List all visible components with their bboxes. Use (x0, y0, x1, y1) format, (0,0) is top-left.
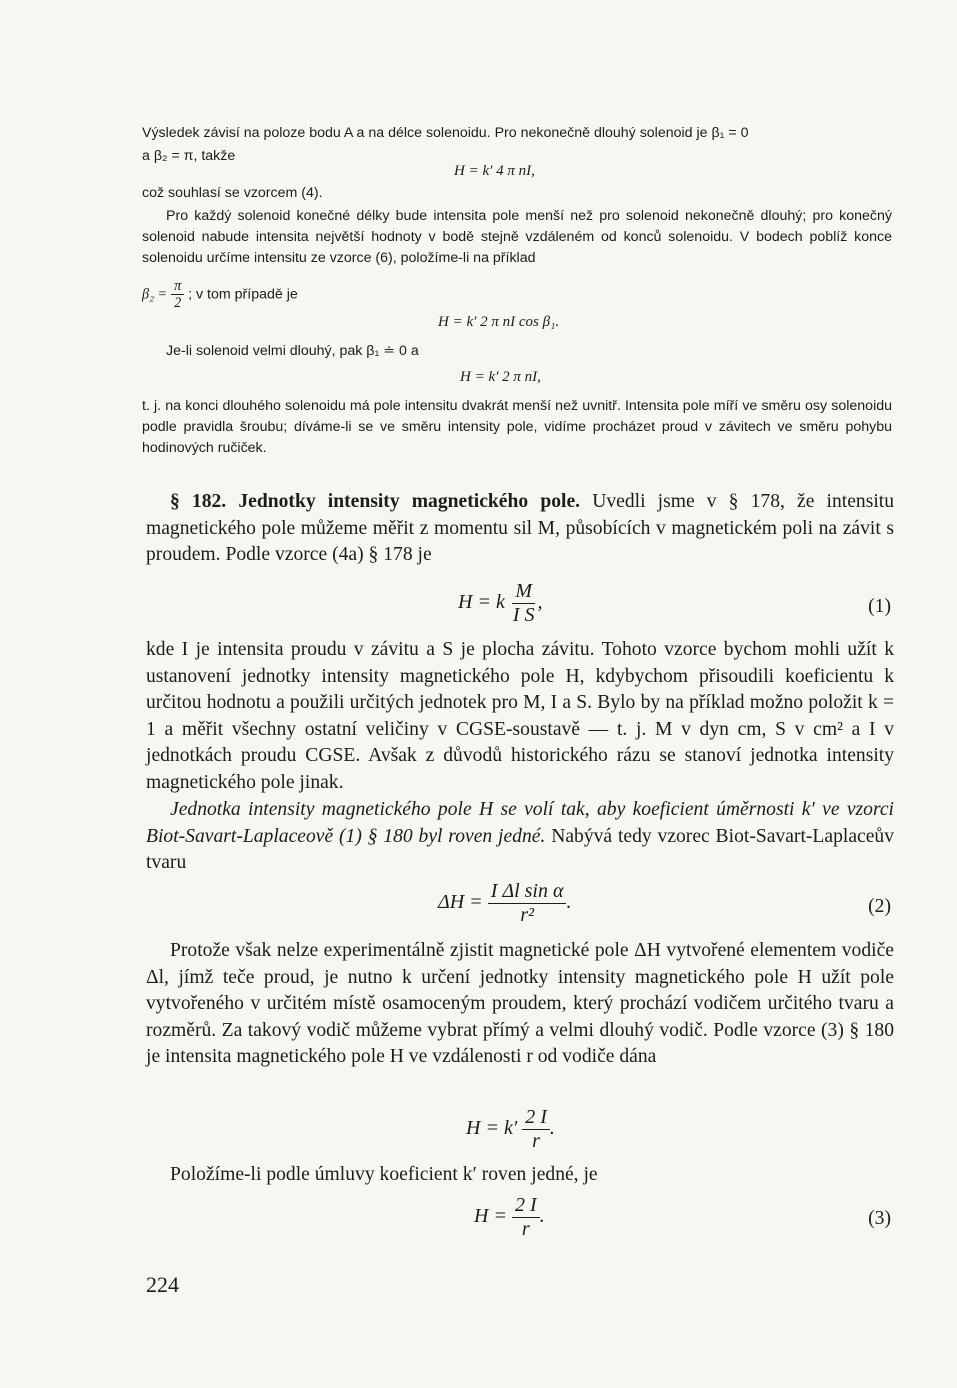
formula-3-denominator: r (532, 1130, 540, 1152)
paragraph-biot-savart-rest: Nabývá tedy vzorec Biot-Savart-Laplaceův tvaru (146, 825, 895, 873)
small-paragraph-4: t. j. na konci dlouhého solenoidu má pole intensitu dvakrát menší než uvnitř. Intensita pole míří ve směru osy solenoidu podle pravidla šroubu; díváme-li se ve směru intensity pole, vidíme procházet proud v závitech ve směru pohybu hodinových ručiček. (142, 398, 892, 456)
section-title: Jednotky intensity magnetického pole. (238, 491, 581, 512)
small-line-3: což souhlasí se vzorcem (4). (142, 185, 323, 201)
formula-2-denominator: r² (520, 904, 534, 926)
formula-3-numerator: 2 I (522, 1106, 550, 1130)
formula-4-denominator: r (521, 1218, 530, 1240)
formula-4-fraction (512, 1194, 540, 1241)
formula-2 (438, 880, 571, 927)
paragraph-biot-savart (146, 797, 894, 877)
equation-h-4pi: H = k′ 4 π nI, (454, 163, 535, 179)
formula-3-tail: . (549, 1117, 555, 1140)
formula-2-lhs: ΔH = (438, 891, 483, 914)
beta2-fraction (171, 278, 184, 312)
formula-1-lhs: H = k (458, 591, 505, 614)
paragraph-unit-definition: kde I je intensita proudu v závitu a S je plocha závitu. Tohoto vzorce bychom mohli užít k ustanovení jednotky intensity magnetického pole H, kdybychom přisoudili koeficientu k určitou hodnotu a použili určitých jednotek pro M, I a S. Bylo by na příklad možno položit k = 1 a měřit všechny ostatní veličiny v CGSE-soustavě — t. j. M v dyn cm, S v cm² a I v jednotkách proudu CGSE. Avšak z důvodů historického rázu se stanoví jednotka intensity magnetického pole jinak. (146, 639, 894, 793)
section-intro-text: Uvedli jsme v § 178, že intensitu magnetického pole můžeme měřit z momentu sil M, působících v magnetickém poli na závit s proudem. Podle vzorce (4a) § 178 je (146, 491, 895, 565)
formula-2-number: (2) (868, 896, 891, 917)
formula-4-lhs: H = (474, 1205, 507, 1228)
italic-definition: Jednotka intensity magnetického pole H se volí tak, aby koeficient úměrnosti k′ ve vzorci Biot-Savart-Laplaceově (1) § 180 byl roven jedné. (146, 799, 894, 847)
small-paragraph-3: Je-li solenoid velmi dlouhý, pak β₁ ≐ 0 a (166, 343, 419, 359)
formula-1-denominator: I S (512, 604, 535, 626)
formula-3-fraction (522, 1106, 550, 1153)
formula-4-tail: . (539, 1205, 545, 1228)
section-182-intro (146, 489, 894, 569)
beta2-prefix: β₂ = (142, 286, 168, 303)
small-paragraph-2: Pro každý solenoid konečné délky bude intensita pole menší než pro solenoid nekonečně dlouhý; pro konečný solenoid nabude intensita největší hodnoty v bodě stejně vzdáleném od konců solenoidu. V bodech poblíž konce solenoidu určíme intensitu ze vzorce (6), položíme-li na příklad (142, 208, 892, 266)
formula-1-tail: , (537, 591, 543, 614)
equation-h-2pi: H = k′ 2 π nI, (460, 369, 541, 385)
formula-4-numerator: 2 I (512, 1194, 540, 1218)
formula-1-numerator: M (512, 580, 535, 604)
formula-1-number: (1) (868, 596, 891, 617)
formula-3 (466, 1106, 555, 1153)
formula-2-fraction (488, 880, 567, 927)
beta2-numerator: π (171, 278, 184, 295)
formula-1 (458, 580, 543, 627)
paragraph-k-equals-one: Položíme-li podle úmluvy koeficient k′ roven jedné, je (170, 1164, 598, 1185)
section-number: § 182. (170, 491, 227, 512)
small-line-1: Výsledek závisí na poloze bodu A a na délce solenoidu. Pro nekonečně dlouhý solenoid je β₁ = 0 (142, 125, 749, 141)
page-number: 224 (146, 1272, 179, 1297)
paragraph-straight-wire: Protože však nelze experimentálně zjistit magnetické pole ΔH vytvořené elementem vodiče Δl, jímž teče proud, je nutno k určení jednotky intensity magnetického pole H užít pole vytvořeného v určitém místě osamoceným proudem, který prochází vodičem určitého tvaru a rozměrů. Za takový vodič můžeme vybrat přímý a velmi dlouhý vodič. Podle vzorce (3) § 180 je intensita magnetického pole H ve vzdálenosti r od vodiče dána (146, 940, 894, 1067)
beta2-suffix: ; v tom případě je (188, 286, 298, 303)
small-line-2: a β₂ = π, takže (142, 148, 236, 164)
formula-4 (474, 1194, 545, 1241)
beta2-definition (142, 278, 298, 312)
formula-2-numerator: I Δl sin α (488, 880, 567, 904)
formula-4-number: (3) (868, 1208, 891, 1229)
formula-2-tail: . (566, 891, 572, 914)
equation-h-cos: H = k′ 2 π nI cos β₁. (438, 314, 560, 330)
beta2-denominator: 2 (174, 295, 182, 312)
formula-3-lhs: H = k′ (466, 1117, 518, 1140)
formula-1-fraction (510, 580, 538, 627)
